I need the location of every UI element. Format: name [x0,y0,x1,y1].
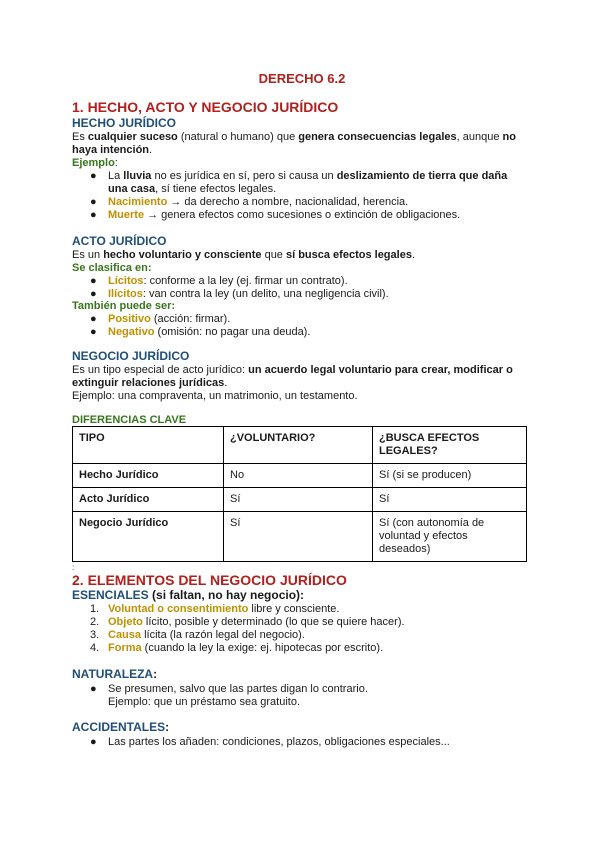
list-item: 1. Voluntad o consentimiento libre y consciente. [90,603,340,615]
bullet-icon: ● [90,170,97,182]
diferencias-heading: DIFERENCIAS CLAVE [72,414,187,426]
hecho-juridico-definition: Es cualquier suceso (natural o humano) que genera consecuencias legales, aunque no haya intención. [72,131,516,156]
acto-juridico-definition: Es un hecho voluntario y consciente que sí busca efectos legales. [72,249,415,261]
table-header-cell: ¿VOLUNTARIO? [224,427,373,464]
esenciales-heading: ESENCIALES (si faltan, no hay negocio): [72,588,305,602]
list-item: ● Se presumen, salvo que las partes digan lo contrario. Ejemplo: que un préstamo sea gratuito. [90,683,368,708]
stray-colon: : [72,563,75,572]
ejemplo-label: Ejemplo: [72,157,118,169]
list-item: ● Nacimiento → da derecho a nombre, nacionalidad, herencia. [90,196,409,208]
bullet-icon: ● [90,275,97,287]
list-item: 2. Objeto lícito, posible y determinado (lo que se quiere hacer). [90,616,405,628]
table-cell: No [224,464,373,488]
bullet-icon: ● [90,313,97,325]
table-header-cell: ¿BUSCA EFECTOS LEGALES? [373,427,527,464]
list-item: ● Negativo (omisión: no pagar una deuda). [90,326,311,338]
list-item: ● Lícitos: conforme a la ley (ej. firmar un contrato). [90,275,348,287]
list-item: 3. Causa lícita (la razón legal del negocio). [90,629,305,641]
table-header-cell: TIPO [73,427,224,464]
bullet-icon: ● [90,683,97,695]
negocio-juridico-example: Ejemplo: una compraventa, un matrimonio, un testamento. [72,390,358,402]
diferencias-table [72,426,527,562]
negocio-juridico-heading: NEGOCIO JURÍDICO [72,349,190,363]
list-item: ● Ilícitos: van contra la ley (un delito, una negligencia civil). [90,288,389,300]
table-row [73,512,527,562]
bullet-icon: ● [90,196,97,208]
clasifica-label: Se clasifica en: [72,262,152,274]
negocio-juridico-definition: Es un tipo especial de acto jurídico: un acuerdo legal voluntario para crear, modificar o extinguir relaciones jurídicas. [72,364,513,389]
section-2-heading: 2. ELEMENTOS DEL NEGOCIO JURÍDICO [72,572,347,588]
naturaleza-heading: NATURALEZA: [72,667,158,681]
hecho-juridico-heading: HECHO JURÍDICO [72,116,177,130]
acto-juridico-heading: ACTO JURÍDICO [72,234,167,248]
table-cell: Sí [373,488,527,512]
bullet-icon: ● [90,288,97,300]
document-title: DERECHO 6.2 [258,71,346,86]
table-row [73,488,527,512]
table-cell: Hecho Jurídico [73,464,224,488]
list-item: 4. Forma (cuando la ley la exige: ej. hipotecas por escrito). [90,642,384,654]
accidentales-heading: ACCIDENTALES: [72,720,170,734]
list-item: ● Muerte → genera efectos como sucesiones o extinción de obligaciones. [90,209,461,221]
tambien-label: También puede ser: [72,300,176,312]
table-cell: Sí (con autonomía de voluntad y efectos deseados) [373,512,527,562]
table-cell: Sí [224,512,373,562]
bullet-icon: ● [90,736,97,748]
bullet-icon: ● [90,209,97,221]
list-item: ● Positivo (acción: firmar). [90,313,231,325]
list-item: ● La lluvia no es jurídica en sí, pero si causa un deslizamiento de tierra que daña una casa, sí tiene efectos legales. [90,170,508,195]
list-item: ● Las partes los añaden: condiciones, plazos, obligaciones especiales... [90,736,450,748]
bullet-icon: ● [90,326,97,338]
table-cell: Negocio Jurídico [73,512,224,562]
table-row [73,464,527,488]
table-cell: Sí (si se producen) [373,464,527,488]
table-cell: Sí [224,488,373,512]
section-1-heading: 1. HECHO, ACTO Y NEGOCIO JURÍDICO [72,99,339,115]
table-header-row [73,427,527,464]
table-cell: Acto Jurídico [73,488,224,512]
